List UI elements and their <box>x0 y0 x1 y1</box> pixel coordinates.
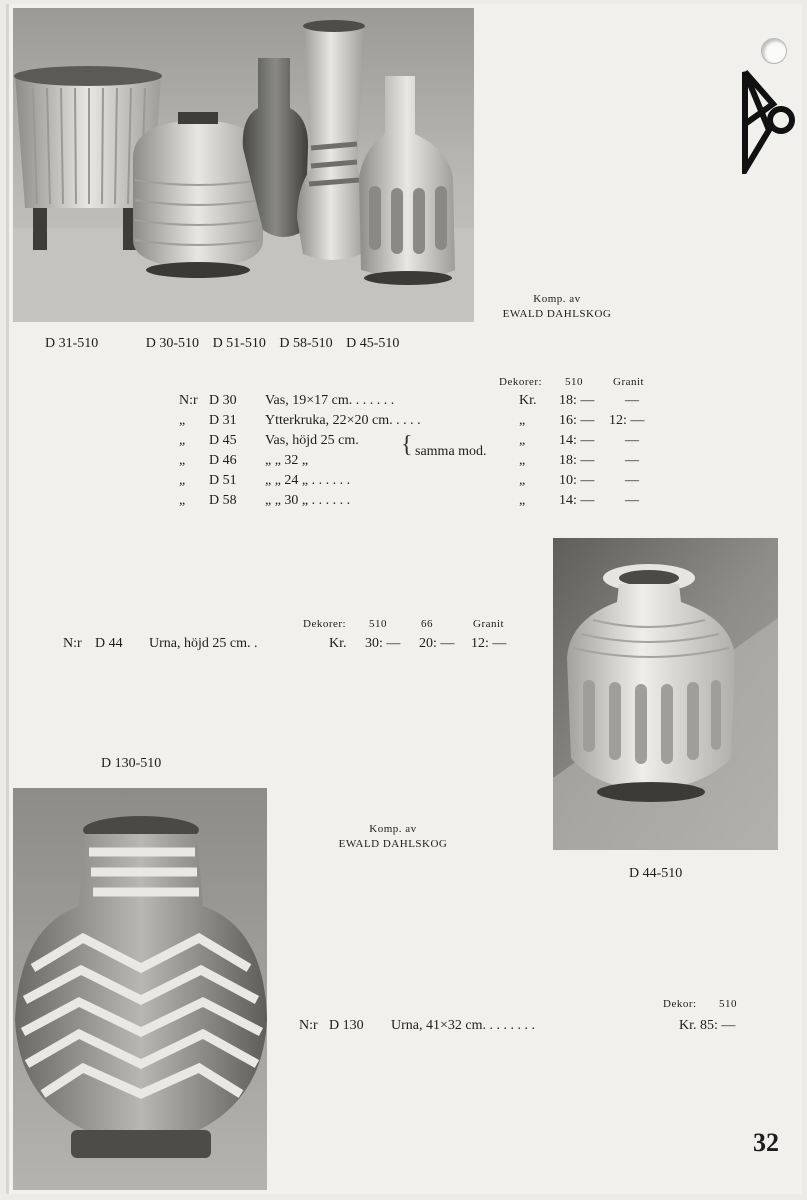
price-row: N:r D 30 Vas, 19×17 cm. . . . . . . Kr. 18: — — <box>179 393 639 408</box>
caption-item: D 51-510 <box>212 336 266 351</box>
binder-hole <box>761 38 787 64</box>
urn-d44-photo <box>553 538 778 850</box>
col-510-header: 510 <box>369 618 387 630</box>
col-granit-header: Granit <box>473 618 505 630</box>
designer-name: EWALD DAHLSKOG <box>502 308 612 320</box>
top-photo-caption <box>45 336 399 352</box>
col-granit-header: Granit <box>613 376 645 388</box>
d130-caption: D 130-510 <box>101 756 162 771</box>
price-row: „ D 51 „ „ 24 „ . . . . . . „ 10: — — <box>179 473 639 488</box>
col-66-header: 66 <box>421 618 433 630</box>
bo-logo-icon <box>739 70 799 174</box>
designer-name: EWALD DAHLSKOG <box>338 838 448 850</box>
caption-item: D 58-510 <box>279 336 333 351</box>
price-row: N:r D 130 Urna, 41×32 cm. . . . . . . . Kr. 85: — <box>299 1018 736 1033</box>
komp-label: Komp. av <box>533 293 581 305</box>
caption-item: D 45-510 <box>346 336 400 351</box>
dekorer-header: Dekorer: <box>303 618 347 630</box>
dekor-header: Dekor: <box>663 998 697 1010</box>
catalog-page <box>6 4 802 1194</box>
price-row: „ D 45 Vas, höjd 25 cm. „ 14: — — <box>179 433 639 448</box>
caption-item: D 31-510 <box>45 336 99 351</box>
vases-group-photo <box>13 8 474 322</box>
col-510-header: 510 <box>719 998 737 1010</box>
designer-credit-top <box>487 292 627 322</box>
price-row: „ D 31 Ytterkruka, 22×20 cm. . . . . „ 16: — 12: — <box>179 413 645 428</box>
brace-note: { <box>401 432 413 458</box>
d44-caption: D 44-510 <box>629 866 683 881</box>
price-row: „ D 46 „ „ 32 „ „ 18: — — <box>179 453 639 468</box>
page-number: 32 <box>753 1128 779 1157</box>
komp-label: Komp. av <box>369 823 417 835</box>
dekorer-header: Dekorer: <box>499 376 543 388</box>
price-row: N:r D 44 Urna, höjd 25 cm. . Kr. 30: — 20: — 12: — <box>63 636 507 651</box>
urn-d130-photo <box>13 788 267 1190</box>
caption-item: D 30-510 <box>145 336 200 351</box>
samma-mod-note: samma mod. <box>415 444 487 459</box>
col-510-header: 510 <box>565 376 583 388</box>
price-row: „ D 58 „ „ 30 „ . . . . . . „ 14: — — <box>179 493 639 508</box>
designer-credit-mid <box>323 822 463 852</box>
